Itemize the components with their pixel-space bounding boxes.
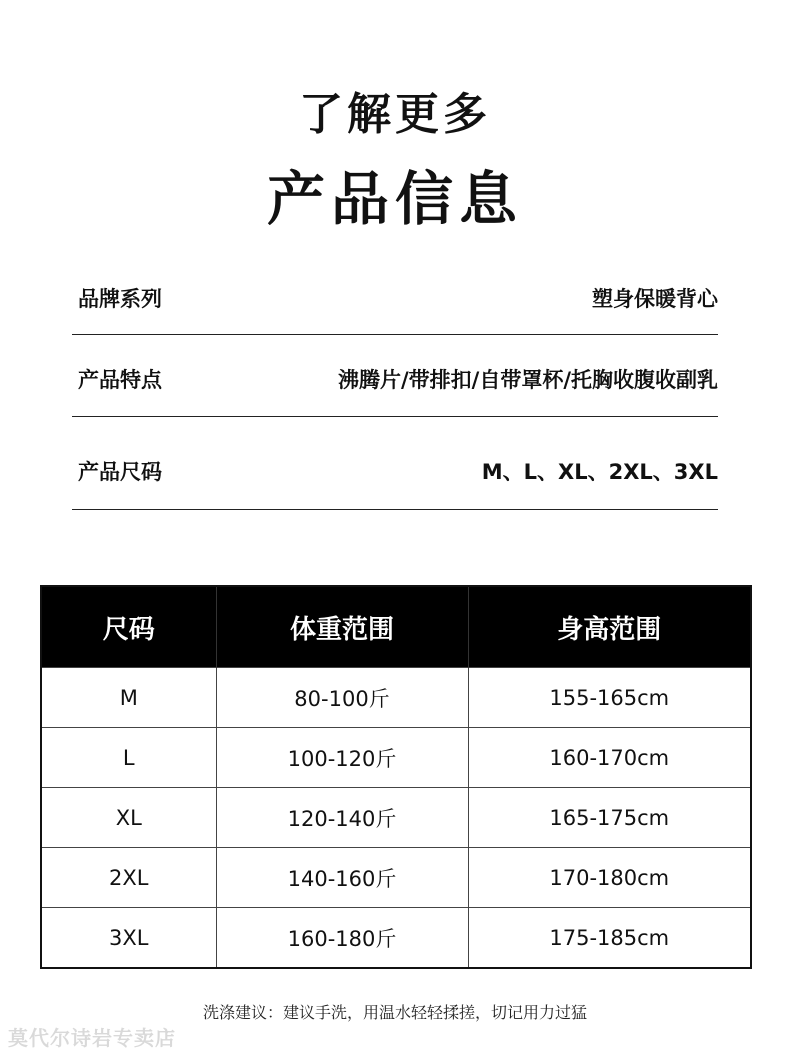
header-height: 身高范围 [468,586,751,668]
care-instructions: 洗涤建议：建议手洗，用温水轻轻揉搓，切记用力过猛 [202,1003,587,1022]
size-cell: M [41,668,216,728]
size-cell: 3XL [41,908,216,969]
page-title: 产品信息 [266,165,523,233]
size-label: 产品尺码 [78,460,162,484]
size-cell: XL [41,788,216,848]
height-cell: 165-175cm [468,788,751,848]
header-size: 尺码 [41,586,216,668]
size-chart-table [40,585,752,969]
weight-cell: 140-160斤 [216,848,468,908]
size-cell: L [41,728,216,788]
height-cell: 170-180cm [468,848,751,908]
table-row [41,728,751,788]
height-cell: 160-170cm [468,728,751,788]
info-row-brand [72,270,718,335]
brand-value: 塑身保暖背心 [592,287,718,311]
table-row [41,848,751,908]
table-row [41,908,751,969]
weight-cell: 80-100斤 [216,668,468,728]
section-subtitle: 了解更多 [299,89,491,140]
weight-cell: 120-140斤 [216,788,468,848]
weight-cell: 100-120斤 [216,728,468,788]
size-cell: 2XL [41,848,216,908]
table-row [41,668,751,728]
brand-label: 品牌系列 [78,287,162,311]
table-row [41,788,751,848]
weight-cell: 160-180斤 [216,908,468,969]
height-cell: 175-185cm [468,908,751,969]
table-header-row [41,586,751,668]
info-row-features [72,334,718,417]
info-row-size [72,416,718,510]
header-weight: 体重范围 [216,586,468,668]
features-value: 沸腾片/带排扣/自带罩杯/托胸收腹收副乳 [337,368,718,392]
size-value: M、L、XL、2XL、3XL [481,460,718,484]
features-label: 产品特点 [78,368,162,392]
height-cell: 155-165cm [468,668,751,728]
shop-watermark: 莫代尔诗岩专卖店 [8,1026,176,1050]
